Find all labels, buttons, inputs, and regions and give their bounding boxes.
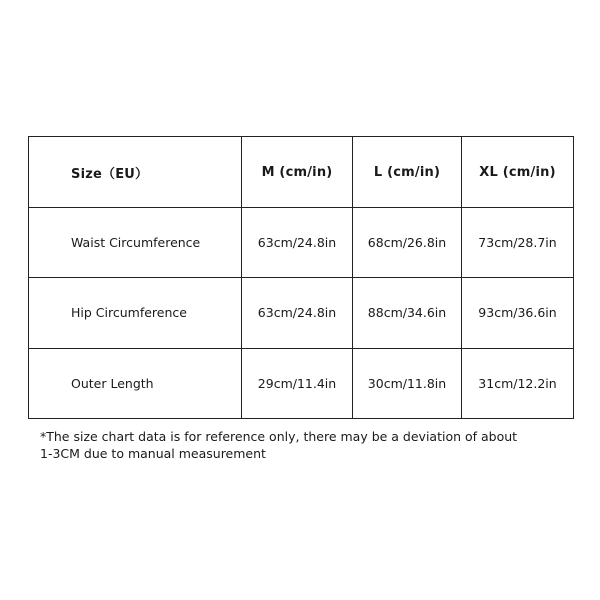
header-size-xl: XL (cm/in) bbox=[462, 137, 574, 208]
cell-hip-m: 63cm/24.8in bbox=[242, 278, 353, 348]
row-label-waist: Waist Circumference bbox=[29, 208, 242, 278]
cell-length-m: 29cm/11.4in bbox=[242, 348, 353, 418]
cell-waist-xl: 73cm/28.7in bbox=[462, 208, 574, 278]
header-size-eu: Size（EU） bbox=[29, 137, 242, 208]
row-label-outer-length: Outer Length bbox=[29, 348, 242, 418]
cell-hip-l: 88cm/34.6in bbox=[353, 278, 462, 348]
cell-hip-xl: 93cm/36.6in bbox=[462, 278, 574, 348]
table-row bbox=[29, 348, 574, 418]
size-chart-table bbox=[28, 136, 574, 419]
header-size-l: L (cm/in) bbox=[353, 137, 462, 208]
size-disclaimer-note bbox=[40, 428, 560, 462]
table-row bbox=[29, 278, 574, 348]
row-label-hip: Hip Circumference bbox=[29, 278, 242, 348]
table-header-row bbox=[29, 137, 574, 208]
disclaimer-line-2: 1-3CM due to manual measurement bbox=[40, 446, 266, 461]
cell-waist-m: 63cm/24.8in bbox=[242, 208, 353, 278]
table-row bbox=[29, 208, 574, 278]
cell-length-l: 30cm/11.8in bbox=[353, 348, 462, 418]
cell-length-xl: 31cm/12.2in bbox=[462, 348, 574, 418]
header-size-m: M (cm/in) bbox=[242, 137, 353, 208]
cell-waist-l: 68cm/26.8in bbox=[353, 208, 462, 278]
disclaimer-line-1: *The size chart data is for reference only, there may be a deviation of about bbox=[40, 429, 518, 444]
